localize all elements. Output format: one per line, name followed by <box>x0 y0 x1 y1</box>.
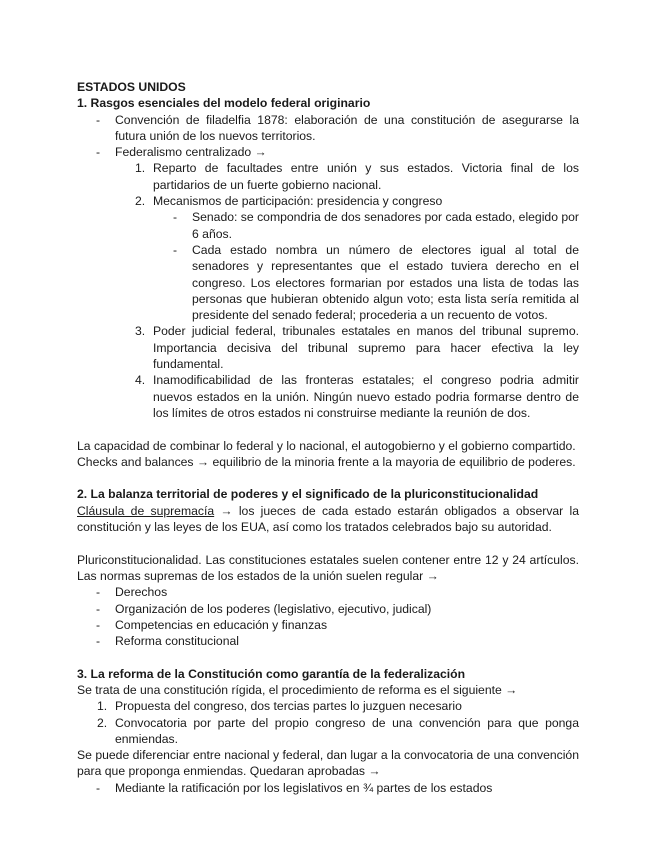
list-item-text: Derechos <box>115 585 168 600</box>
list-item-text: Cada estado nombra un número de electores igual al total de senadores y representantes que el estado tuviera derecho en el congreso. Los electores formarian por estados una lista de todas las personas que hubieran obtenido algun voto; esta lista sería remitida al presidente del senado federal; procederia a un recuento de votos. <box>192 242 579 323</box>
paragraph: La capacidad de combinar lo federal y lo nacional, el autogobierno y el gobierno compartido. <box>77 438 576 453</box>
numbered-item <box>77 372 579 421</box>
numbered-item <box>77 715 579 748</box>
spacer <box>77 649 579 665</box>
list-item <box>77 242 579 323</box>
paragraph <box>77 503 579 536</box>
number-marker: 1. <box>135 161 146 176</box>
numbered-item-text: Mecanismos de participación: presidencia y congreso <box>153 194 443 209</box>
number-marker: 2. <box>135 194 146 209</box>
section-1-heading: 1. Rasgos esenciales del modelo federal originario <box>77 96 371 111</box>
number-marker: 2. <box>97 715 108 730</box>
list-item <box>77 144 579 160</box>
country-title: ESTADOS UNIDOS <box>77 80 186 94</box>
list-item-text: Federalismo centralizado → <box>115 145 267 160</box>
list-item <box>77 209 579 242</box>
dash-marker: - <box>96 634 101 649</box>
list-item-text: Competencias en educación y finanzas <box>115 617 328 632</box>
number-marker: 1. <box>97 699 108 714</box>
list-item-text: Senado: se compondria de dos senadores por cada estado, elegido por 6 años. <box>192 210 579 241</box>
spacer <box>77 470 579 486</box>
list-item-text: Reforma constitucional <box>115 634 239 649</box>
section-2-heading: 2. La balanza territorial de poderes y el significado de la pluriconstitucionalidad <box>77 487 539 502</box>
section-3-heading: 3. La reforma de la Constitución como garantía de la federalización <box>77 666 466 681</box>
numbered-item-text: Poder judicial federal, tribunales estatales en manos del tribunal supremo. Importancia decisiva del tribunal supremo para hacer efectiva la ley fundamental. <box>153 324 579 372</box>
numbered-item <box>77 698 579 714</box>
dash-marker: - <box>173 242 178 257</box>
spacer <box>77 421 579 437</box>
numbered-item <box>77 160 579 193</box>
dash-marker: - <box>96 617 101 632</box>
list-item-text: Organización de los poderes (legislativo, ejecutivo, judical) <box>115 601 432 616</box>
numbered-item-text: Inamodificabilidad de las fronteras estatales; el congreso podria admitir nuevos estados en la unión. Ningún nuevo estado podria formarse dentro de los límites de otros estados ni construirse mediante la reunión de dos. <box>153 373 579 420</box>
numbered-item-text: Reparto de facultades entre unión y sus estados. Victoria final de los partidarios de un fuerte gobierno nacional. <box>153 161 579 192</box>
spacer <box>77 535 579 551</box>
list-item-text: Mediante la ratificación por los legislativos en ¾ partes de los estados <box>115 780 493 795</box>
clause-term: Cláusula de supremacía <box>77 503 215 518</box>
list-item <box>77 780 579 796</box>
paragraph: Se trata de una constitución rígida, el procedimiento de reforma es el siguiente → <box>77 682 518 697</box>
dash-marker: - <box>96 601 101 616</box>
numbered-item <box>77 193 579 209</box>
numbered-item-text: Propuesta del congreso, dos tercias partes lo juzguen necesario <box>115 699 462 714</box>
list-item <box>77 584 579 600</box>
list-item <box>77 633 579 649</box>
paragraph: Pluriconstitucionalidad. Las constituciones estatales suelen contener entre 12 y 24 artículos. Las normas supremas de los estados de la unión suelen regular → <box>77 552 579 583</box>
clause-text: → los jueces de cada estado estarán obligados a observar la constitución y las leyes de los EUA, así como los tratados celebrados bajo su autoridad. <box>77 503 579 535</box>
document-body <box>77 79 579 796</box>
numbered-item <box>77 323 579 372</box>
dash-marker: - <box>96 112 101 127</box>
dash-marker: - <box>96 585 101 600</box>
paragraph: Checks and balances → equilibrio de la minoria frente a la mayoria de equilibrio de poderes. <box>77 454 576 469</box>
dash-marker: - <box>173 210 178 225</box>
list-item <box>77 112 579 145</box>
dash-marker: - <box>96 145 101 160</box>
number-marker: 3. <box>135 324 146 339</box>
dash-marker: - <box>96 780 101 795</box>
list-item <box>77 617 579 633</box>
numbered-item-text: Convocatoria por parte del propio congreso de una convención para que ponga enmiendas. <box>115 715 579 746</box>
list-item <box>77 601 579 617</box>
list-item-text: Convención de filadelfia 1878: elaboración de una constitución de asegurarse la futura unión de los nuevos territorios. <box>115 112 579 143</box>
paragraph: Se puede diferenciar entre nacional y federal, dan lugar a la convocatoria de una convención para que proponga enmiendas. Quedaran aprobadas → <box>77 748 579 779</box>
number-marker: 4. <box>135 373 146 388</box>
